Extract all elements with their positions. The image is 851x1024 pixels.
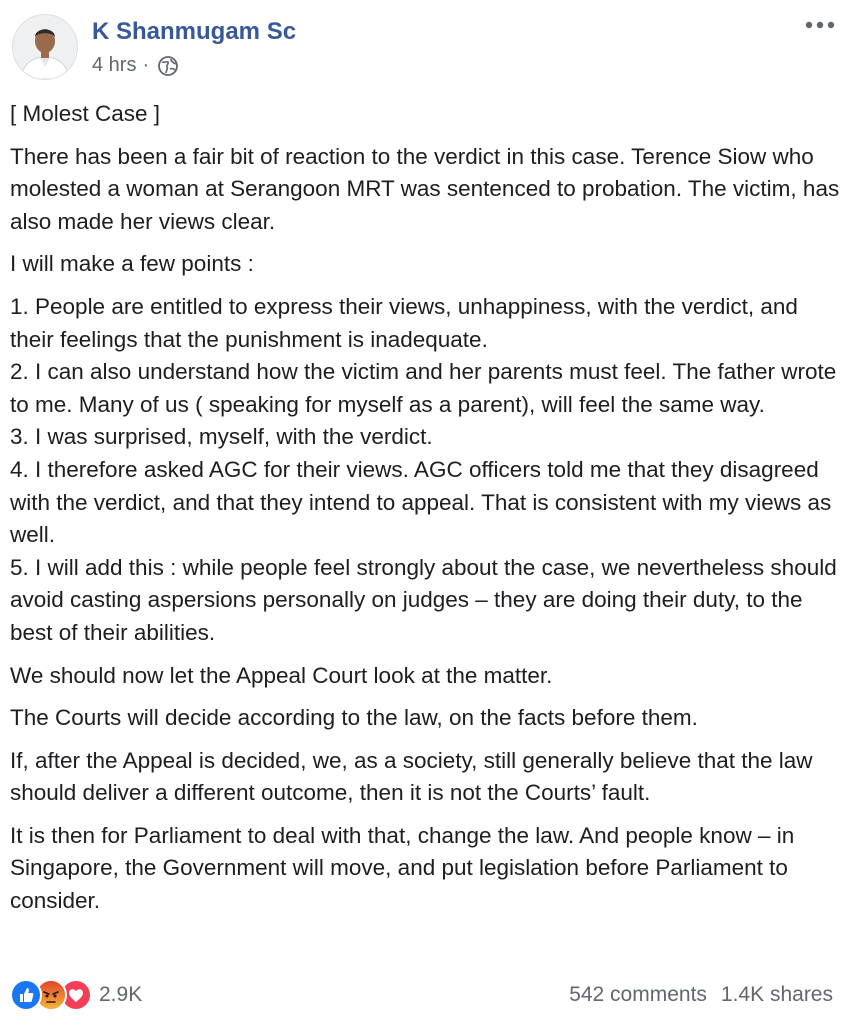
- meta-separator: ·: [142, 54, 150, 76]
- more-options-button[interactable]: [803, 12, 837, 38]
- post-paragraph: The Courts will decide according to the law, on the facts before them.: [10, 705, 698, 731]
- list-item: 4. I therefore asked AGC for their views. AGC officers told me that they disagreed with the verdict, and that they intend to appeal. That is consistent with my views as well.: [10, 456, 832, 548]
- comments-count-link[interactable]: 542 comments: [569, 983, 707, 1006]
- post-content: [10, 98, 840, 928]
- post-paragraph: I will make a few points :: [10, 251, 254, 277]
- list-item: 2. I can also understand how the victim and her parents must feel. The father wrote to me. Many of us ( speaking for myself as a parent), will feel the same way.: [10, 359, 837, 417]
- like-icon: [10, 979, 42, 1011]
- author-name-link[interactable]: K Shanmugam Sc: [92, 18, 297, 45]
- post-meta: [92, 54, 179, 77]
- list-item: 1. People are entitled to express their views, unhappiness, with the verdict, and their feelings that the punishment is inadequate.: [10, 293, 798, 352]
- list-item: 3. I was surprised, myself, with the verdict.: [10, 424, 433, 450]
- more-horizontal-icon: [805, 21, 835, 29]
- timestamp-link[interactable]: 4 hrs: [92, 54, 137, 76]
- profile-photo-icon: [13, 15, 77, 79]
- reactions-summary[interactable]: [10, 979, 142, 1011]
- reaction-count[interactable]: 2.9K: [99, 983, 143, 1006]
- post-paragraph: It is then for Parliament to deal with that, change the law. And people know – in Singapore, the Government will move, and put legislation before Parliament to consider.: [10, 822, 795, 914]
- post-footer: [10, 978, 833, 1012]
- shares-count-link[interactable]: 1.4K shares: [720, 983, 833, 1006]
- list-item: 5. I will add this : while people feel strongly about the case, we nevertheless should avoid casting aspersions personally on judges – they are doing their duty, to the best of their abilities.: [10, 554, 837, 645]
- engagement-stats: [569, 983, 833, 1007]
- post-paragraph: We should now let the Appeal Court look at the matter.: [10, 662, 553, 688]
- post-paragraph: There has been a fair bit of reaction to the verdict in this case. Terence Siow who molested a woman at Serangoon MRT was sentenced to probation. The victim, has also made her views clear.: [10, 143, 840, 234]
- post-heading: [ Molest Case ]: [10, 101, 161, 126]
- post-paragraph: If, after the Appeal is decided, we, as a society, still generally believe that the law should deliver a different outcome, then it is not the Courts’ fault.: [10, 747, 813, 806]
- points-list: [10, 291, 840, 650]
- globe-icon[interactable]: [157, 55, 179, 77]
- avatar[interactable]: [12, 14, 78, 80]
